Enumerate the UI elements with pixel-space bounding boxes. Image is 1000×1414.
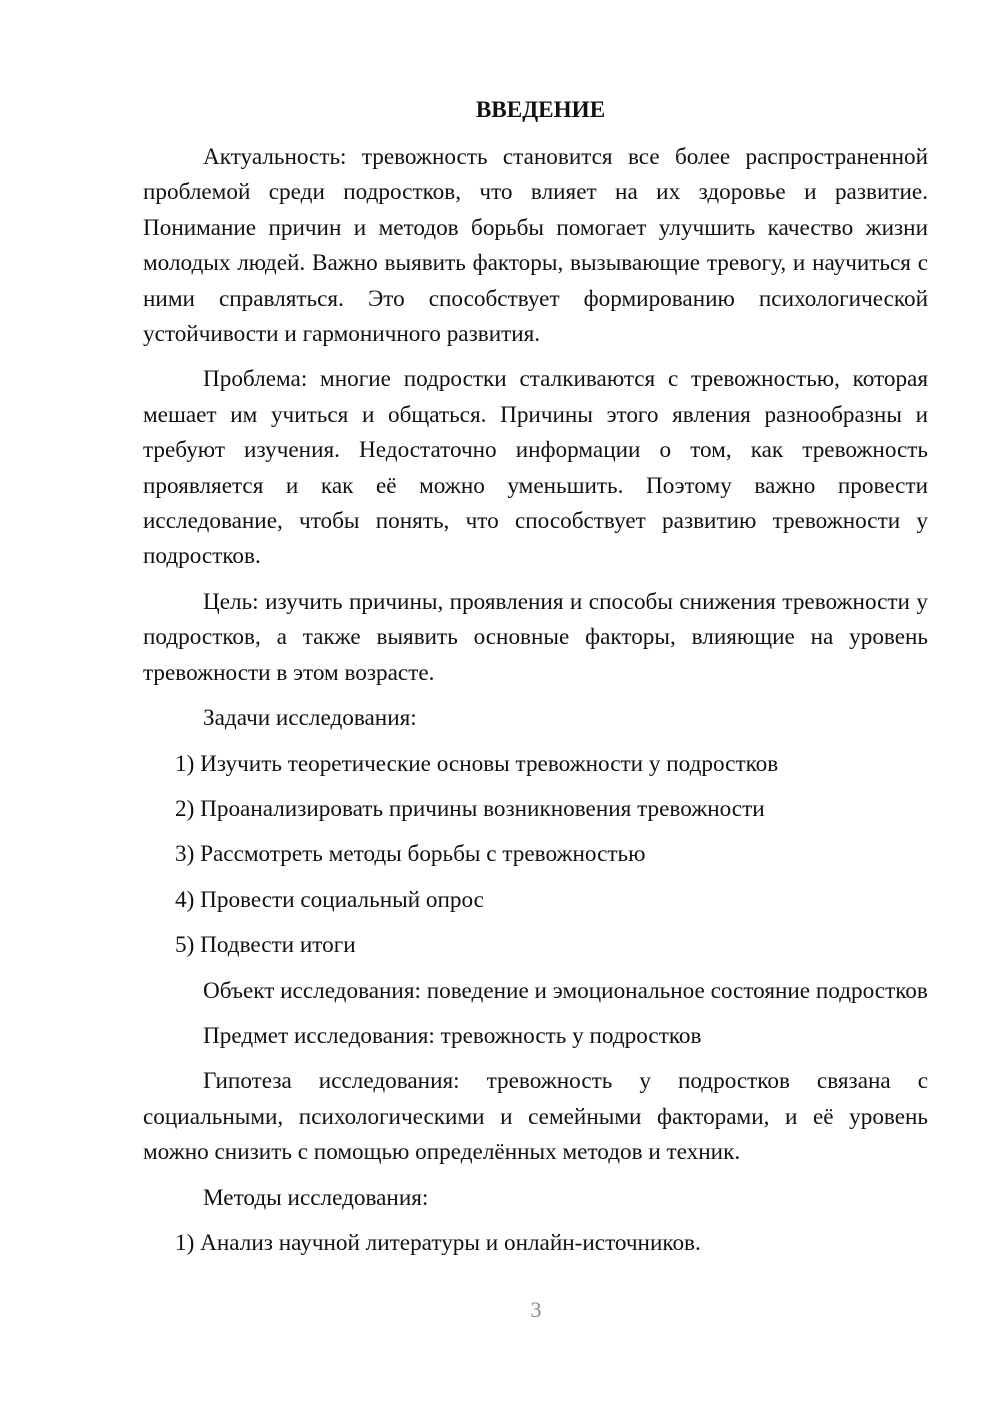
list-item: 4) Провести социальный опрос	[175, 886, 484, 913]
methods-heading: Методы исследования:	[203, 1184, 429, 1211]
object-paragraph: Объект исследования: поведение и эмоциональное состояние подростков	[203, 977, 928, 1004]
document-body	[143, 92, 928, 1271]
page-number: 3	[530, 1297, 542, 1322]
list-item: 1) Анализ научной литературы и онлайн-источников.	[175, 1229, 701, 1256]
tasks-heading: Задачи исследования:	[203, 705, 417, 732]
hypothesis-paragraph: Гипотеза исследования: тревожность у подростков связана с социальными, психологическими и семейными факторами, и её уровень можно снизить с помощью определённых методов и техник.	[143, 1068, 928, 1166]
subject-paragraph: Предмет исследования: тревожность у подростков	[203, 1022, 702, 1049]
list-item: 2) Проанализировать причины возникновения тревожности	[175, 795, 765, 822]
list-item: 5) Подвести итоги	[175, 932, 356, 959]
list-item: 1) Изучить теоретические основы тревожности у подростков	[175, 750, 779, 777]
goal-paragraph: Цель: изучить причины, проявления и способы снижения тревожности у подростков, а также выявить основные факторы, влияющие на уровень тревожности в этом возрасте.	[143, 588, 928, 686]
methods-list	[143, 1226, 928, 1261]
tasks-list	[143, 747, 928, 964]
list-item: 3) Рассмотреть методы борьбы с тревожностью	[175, 841, 646, 868]
relevance-paragraph: Актуальность: тревожность становится все более распространенной проблемой среди подростков, что влияет на их здоровье и развитие. Понимание причин и методов борьбы помогает улучшить качество жизни молодых людей. Важно выявить факторы, вызывающие тревогу, и научиться с ними справляться. Это способствует формированию психологической устойчивости и гармоничного развития.	[143, 144, 928, 348]
page-title: ВВЕДЕНИЕ	[475, 97, 606, 123]
problem-paragraph: Проблема: многие подростки сталкиваются с тревожностью, которая мешает им учиться и общаться. Причины этого явления разнообразны и требуют изучения. Недостаточно информации о том, как тревожность проявляется и как её можно уменьшить. Поэтому важно провести исследование, чтобы понять, что способствует развитию тревожности у подростков.	[143, 366, 928, 570]
